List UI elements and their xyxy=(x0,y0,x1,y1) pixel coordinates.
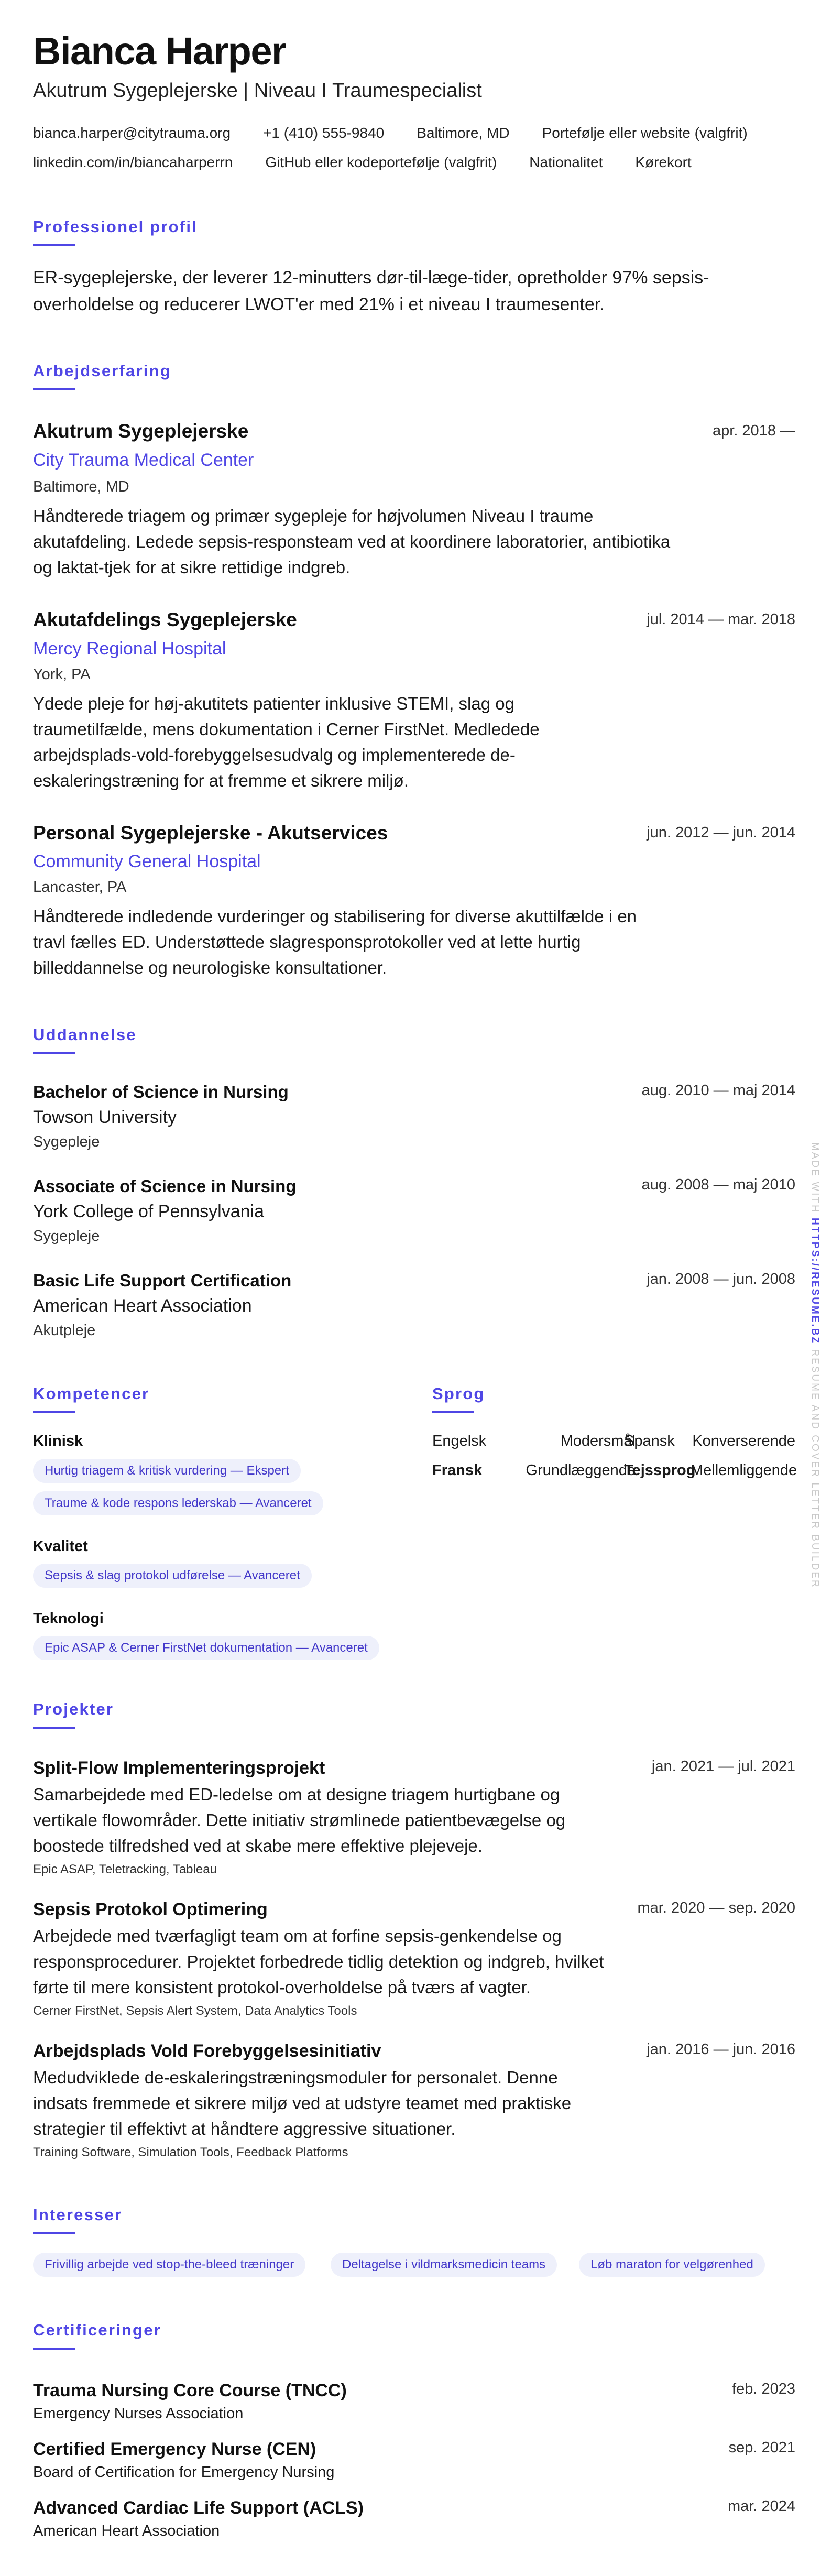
section-rule xyxy=(432,1411,474,1413)
job-description: Håndterede indledende vurderinger og stabilisering for diverse akuttilfælde i en travl fælles ED. Understøttede slagresponsprotokoller ved at lette hurtig billeddannelse og neurologiske konsultationer. xyxy=(33,907,637,977)
job-role: Personal Sygeplejerske - Akutservices xyxy=(33,822,388,844)
education-degree: Bachelor of Science in Nursing xyxy=(33,1082,289,1101)
interest-pill: Frivillig arbejde ved stop-the-bleed træninger xyxy=(33,2253,305,2277)
section-title-profile: Professionel profil xyxy=(33,217,198,236)
job-role: Akutafdelings Sygeplejerske xyxy=(33,609,297,630)
section-title-education: Uddannelse xyxy=(33,1025,137,1044)
certification-name: Trauma Nursing Core Course (TNCC) xyxy=(33,2381,347,2400)
education-field: Sygepleje xyxy=(33,1228,100,1245)
language-level: Mellemliggende xyxy=(691,1462,797,1479)
certification-issuer: Emergency Nurses Association xyxy=(33,2405,244,2422)
job-company[interactable]: City Trauma Medical Center xyxy=(33,450,254,470)
certification-date: mar. 2024 xyxy=(728,2498,795,2515)
section-rule xyxy=(33,2348,75,2350)
skill-group-label: Klinisk xyxy=(33,1433,83,1449)
education-degree: Associate of Science in Nursing xyxy=(33,1176,297,1196)
section-rule xyxy=(33,388,75,390)
skill-group-label: Kvalitet xyxy=(33,1538,88,1555)
skill-group-label: Teknologi xyxy=(33,1610,104,1627)
section-rule xyxy=(33,1052,75,1054)
project-description: Samarbejdede med ED-ledelse om at designe triagem hurtigbane og vertikale flowområder. Dette initiativ strømlinede patientbevægelse og boostede tilfredshed ved at skabe mere effektive plejeveje. xyxy=(33,1785,566,1855)
job-description: Håndterede triagem og primær sygepleje for højvolumen Niveau I traume akutafdeling. Ledede sepsis-responsteam ved at koordinere laboratorier, antibiotika og laktat-tjek for at sikre rettidige indgreb. xyxy=(33,506,671,577)
certification-date: sep. 2021 xyxy=(728,2439,795,2456)
project-tools: Training Software, Simulation Tools, Feedback Platforms xyxy=(33,2145,348,2159)
skill-pill: Hurtig triagem & kritisk vurdering — Ekspert xyxy=(33,1459,301,1483)
contact-github[interactable]: GitHub eller kodeportefølje (valgfrit) xyxy=(265,154,497,170)
education-field: Akutpleje xyxy=(33,1322,96,1339)
education-field: Sygepleje xyxy=(33,1133,100,1150)
job-description: Ydede pleje for høj-akutitets patienter inklusive STEMI, slag og traumetilfælde, mens dokumentation i Cerner FirstNet. Medledede arbejdsplads-vold-forebyggelsesudvalg og implementerede de-eskaleringstræning for at fremme et sikrere miljø. xyxy=(33,694,540,790)
contact-phone[interactable]: +1 (410) 555-9840 xyxy=(263,125,385,141)
education-institution: American Heart Association xyxy=(33,1296,252,1316)
contact-location: Baltimore, MD xyxy=(417,125,510,141)
contact-portfolio[interactable]: Portefølje eller website (valgfrit) xyxy=(542,125,748,141)
education-institution: Towson University xyxy=(33,1107,177,1127)
job-dates: jun. 2012 — jun. 2014 xyxy=(647,824,795,841)
language-name: Spansk xyxy=(624,1433,675,1449)
education-dates: jan. 2008 — jun. 2008 xyxy=(647,1271,795,1287)
certification-issuer: American Heart Association xyxy=(33,2523,220,2539)
project-dates: mar. 2020 — sep. 2020 xyxy=(637,1900,795,1916)
language-name: Engelsk xyxy=(432,1433,487,1449)
section-title-experience: Arbejdserfaring xyxy=(33,362,171,380)
certification-date: feb. 2023 xyxy=(732,2381,795,2397)
interest-pill: Deltagelse i vildmarksmedicin teams xyxy=(331,2253,557,2277)
project-tools: Epic ASAP, Teletracking, Tableau xyxy=(33,1862,217,1876)
section-title-certifications: Certificeringer xyxy=(33,2321,161,2339)
section-rule xyxy=(33,1727,75,1729)
job-dates: apr. 2018 — xyxy=(713,422,795,439)
section-title-languages: Sprog xyxy=(432,1384,485,1403)
job-location: York, PA xyxy=(33,666,91,683)
project-tools: Cerner FirstNet, Sepsis Alert System, Data Analytics Tools xyxy=(33,2004,357,2018)
language-level: Grundlæggende xyxy=(526,1462,636,1479)
certification-issuer: Board of Certification for Emergency Nursing xyxy=(33,2464,335,2481)
section-title-skills: Kompetencer xyxy=(33,1384,150,1403)
job-role: Akutrum Sygeplejerske xyxy=(33,420,249,442)
education-institution: York College of Pennsylvania xyxy=(33,1202,265,1221)
language-name: Tejssprog xyxy=(624,1462,696,1479)
language-level: Modersmål xyxy=(560,1433,636,1449)
project-description: Arbejdede med tværfagligt team om at forfine sepsis-genkendelse og responsprocedurer. Projektet forbedrede tidlig detektion og indgreb, hvilket førte til mere konsistent protokol-overholdelse på tværs af vagter. xyxy=(33,1926,604,1997)
section-rule xyxy=(33,1411,75,1413)
language-level: Konverserende xyxy=(692,1433,795,1449)
watermark-prefix: MADE WITH xyxy=(809,1142,820,1214)
contact-row-2 xyxy=(33,153,724,172)
education-dates: aug. 2010 — maj 2014 xyxy=(641,1082,795,1099)
project-name: Arbejdsplads Vold Forebyggelsesinitiativ xyxy=(33,2041,381,2061)
watermark-link[interactable]: HTTPS://RESUME.BZ xyxy=(809,1218,820,1345)
contact-linkedin[interactable]: linkedin.com/in/biancaharperrn xyxy=(33,154,233,170)
project-dates: jan. 2021 — jul. 2021 xyxy=(651,1758,795,1775)
job-location: Baltimore, MD xyxy=(33,478,129,495)
contact-email[interactable]: bianca.harper@citytrauma.org xyxy=(33,125,231,141)
education-degree: Basic Life Support Certification xyxy=(33,1271,292,1290)
candidate-name: Bianca Harper xyxy=(33,29,286,73)
project-dates: jan. 2016 — jun. 2016 xyxy=(647,2041,795,2058)
skill-pill: Sepsis & slag protokol udførelse — Avanceret xyxy=(33,1564,312,1588)
watermark-suffix: RESUME AND COVER LETTER BUILDER xyxy=(809,1349,820,1589)
job-company[interactable]: Community General Hospital xyxy=(33,852,261,871)
section-rule xyxy=(33,2232,75,2234)
job-company[interactable]: Mercy Regional Hospital xyxy=(33,639,226,659)
job-location: Lancaster, PA xyxy=(33,879,127,896)
certification-name: Advanced Cardiac Life Support (ACLS) xyxy=(33,2498,364,2518)
project-description: Medudviklede de-eskaleringstræningsmoduler for personalet. Denne indsats fremmede et sikrere miljø ved at udstyre teamet med praktiske strategier til effektivt at håndtere aggressive situationer. xyxy=(33,2068,572,2138)
skill-pill: Traume & kode respons lederskab — Avanceret xyxy=(33,1491,323,1515)
contact-row-1 xyxy=(33,124,780,143)
language-name: Fransk xyxy=(432,1462,483,1479)
skill-pill: Epic ASAP & Cerner FirstNet dokumentation — Avanceret xyxy=(33,1636,379,1660)
certification-name: Certified Emergency Nurse (CEN) xyxy=(33,2439,316,2459)
education-dates: aug. 2008 — maj 2010 xyxy=(641,1176,795,1193)
job-dates: jul. 2014 — mar. 2018 xyxy=(647,611,795,628)
project-name: Sepsis Protokol Optimering xyxy=(33,1900,268,1919)
builder-watermark xyxy=(808,1142,821,1589)
section-rule xyxy=(33,244,75,246)
profile-summary: ER-sygeplejerske, der leverer 12-minutters dør-til-læge-tider, opretholder 97% sepsis-overholdelse og reducerer LWOT'er med 21% i et niveau I traumesenter. xyxy=(33,268,709,314)
interest-pill: Løb maraton for velgørenhed xyxy=(579,2253,765,2277)
project-name: Split-Flow Implementeringsprojekt xyxy=(33,1758,325,1778)
candidate-headline: Akutrum Sygeplejerske | Niveau I Traumespecialist xyxy=(33,80,482,102)
section-title-interests: Interesser xyxy=(33,2206,123,2224)
contact-drivers-license: Kørekort xyxy=(635,154,692,170)
section-title-projects: Projekter xyxy=(33,1700,114,1718)
contact-nationality: Nationalitet xyxy=(529,154,603,170)
